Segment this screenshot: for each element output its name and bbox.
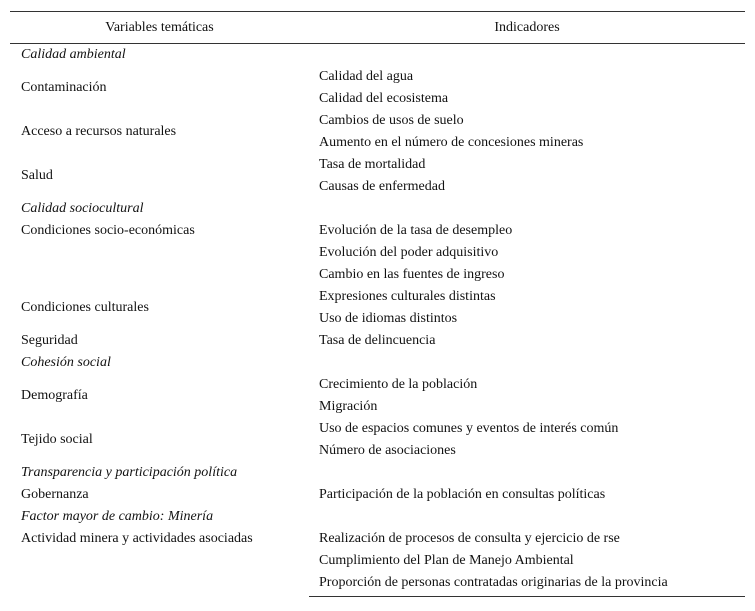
- table-row: [10, 528, 745, 550]
- indicator-cell: Número de asociaciones: [319, 443, 456, 458]
- variable-contaminacion: Contaminación: [21, 80, 107, 95]
- variable-actividad-minera: Actividad minera y actividades asociadas: [21, 531, 253, 546]
- indicator-cell: Tasa de mortalidad: [319, 157, 426, 172]
- variable-gobernanza: Gobernanza: [21, 487, 89, 502]
- table-row: [10, 110, 745, 132]
- indicator-cell: Cumplimiento del Plan de Manejo Ambiental: [319, 553, 574, 568]
- section-row: [10, 198, 745, 220]
- section-factor-mineria: Factor mayor de cambio: Minería: [21, 509, 214, 524]
- section-row: [10, 506, 745, 528]
- table-row: [10, 374, 745, 396]
- indicator-cell: Uso de espacios comunes y eventos de interés común: [319, 421, 619, 436]
- variable-seguridad: Seguridad: [21, 333, 78, 348]
- indicator-cell: Cambios de usos de suelo: [319, 113, 464, 128]
- section-cohesion-social: Cohesión social: [21, 355, 111, 370]
- indicator-cell: Evolución de la tasa de desempleo: [319, 223, 513, 238]
- indicator-cell: Realización de procesos de consulta y ejercicio de rse: [319, 531, 620, 546]
- section-row: [10, 462, 745, 484]
- section-row: [10, 352, 745, 374]
- table-row: [10, 220, 745, 242]
- indicator-cell: Aumento en el número de concesiones mineras: [319, 135, 584, 150]
- section-calidad-ambiental: Calidad ambiental: [21, 47, 126, 62]
- indicator-cell: Proporción de personas contratadas originarias de la provincia: [309, 572, 745, 597]
- indicator-cell: Evolución del poder adquisitivo: [319, 245, 499, 260]
- variable-acceso-recursos: Acceso a recursos naturales: [21, 124, 177, 139]
- indicator-cell: Calidad del ecosistema: [319, 91, 449, 106]
- indicator-cell: Calidad del agua: [319, 69, 414, 84]
- section-transparencia: Transparencia y participación política: [21, 465, 238, 480]
- section-row: [10, 44, 745, 67]
- indicators-table: [10, 11, 745, 597]
- header-variables: Variables temáticas: [10, 12, 309, 44]
- section-calidad-sociocultural: Calidad sociocultural: [21, 201, 144, 216]
- variable-tejido-social: Tejido social: [21, 432, 93, 447]
- table-row: [10, 66, 745, 88]
- indicator-cell: Uso de idiomas distintos: [319, 311, 458, 326]
- table-header-row: [10, 12, 745, 44]
- indicator-cell: Expresiones culturales distintas: [319, 289, 496, 304]
- header-indicators: Indicadores: [309, 12, 745, 44]
- variable-condiciones-culturales: Condiciones culturales: [21, 300, 149, 315]
- indicator-cell: Crecimiento de la población: [319, 377, 478, 392]
- indicator-cell: Cambio en las fuentes de ingreso: [319, 267, 505, 282]
- indicator-cell: Participación de la población en consultas políticas: [319, 487, 606, 502]
- variable-demografia: Demografía: [21, 388, 88, 403]
- table-row: [10, 286, 745, 308]
- table-row: [10, 484, 745, 506]
- table-row: [10, 154, 745, 176]
- indicator-cell: Causas de enfermedad: [319, 179, 445, 194]
- variable-salud: Salud: [21, 168, 53, 183]
- table-row: [10, 330, 745, 352]
- indicator-cell: Tasa de delincuencia: [319, 333, 436, 348]
- variable-condiciones-socioeconomicas: Condiciones socio-económicas: [21, 223, 195, 238]
- indicator-cell: Migración: [319, 399, 378, 414]
- table-row: [10, 418, 745, 440]
